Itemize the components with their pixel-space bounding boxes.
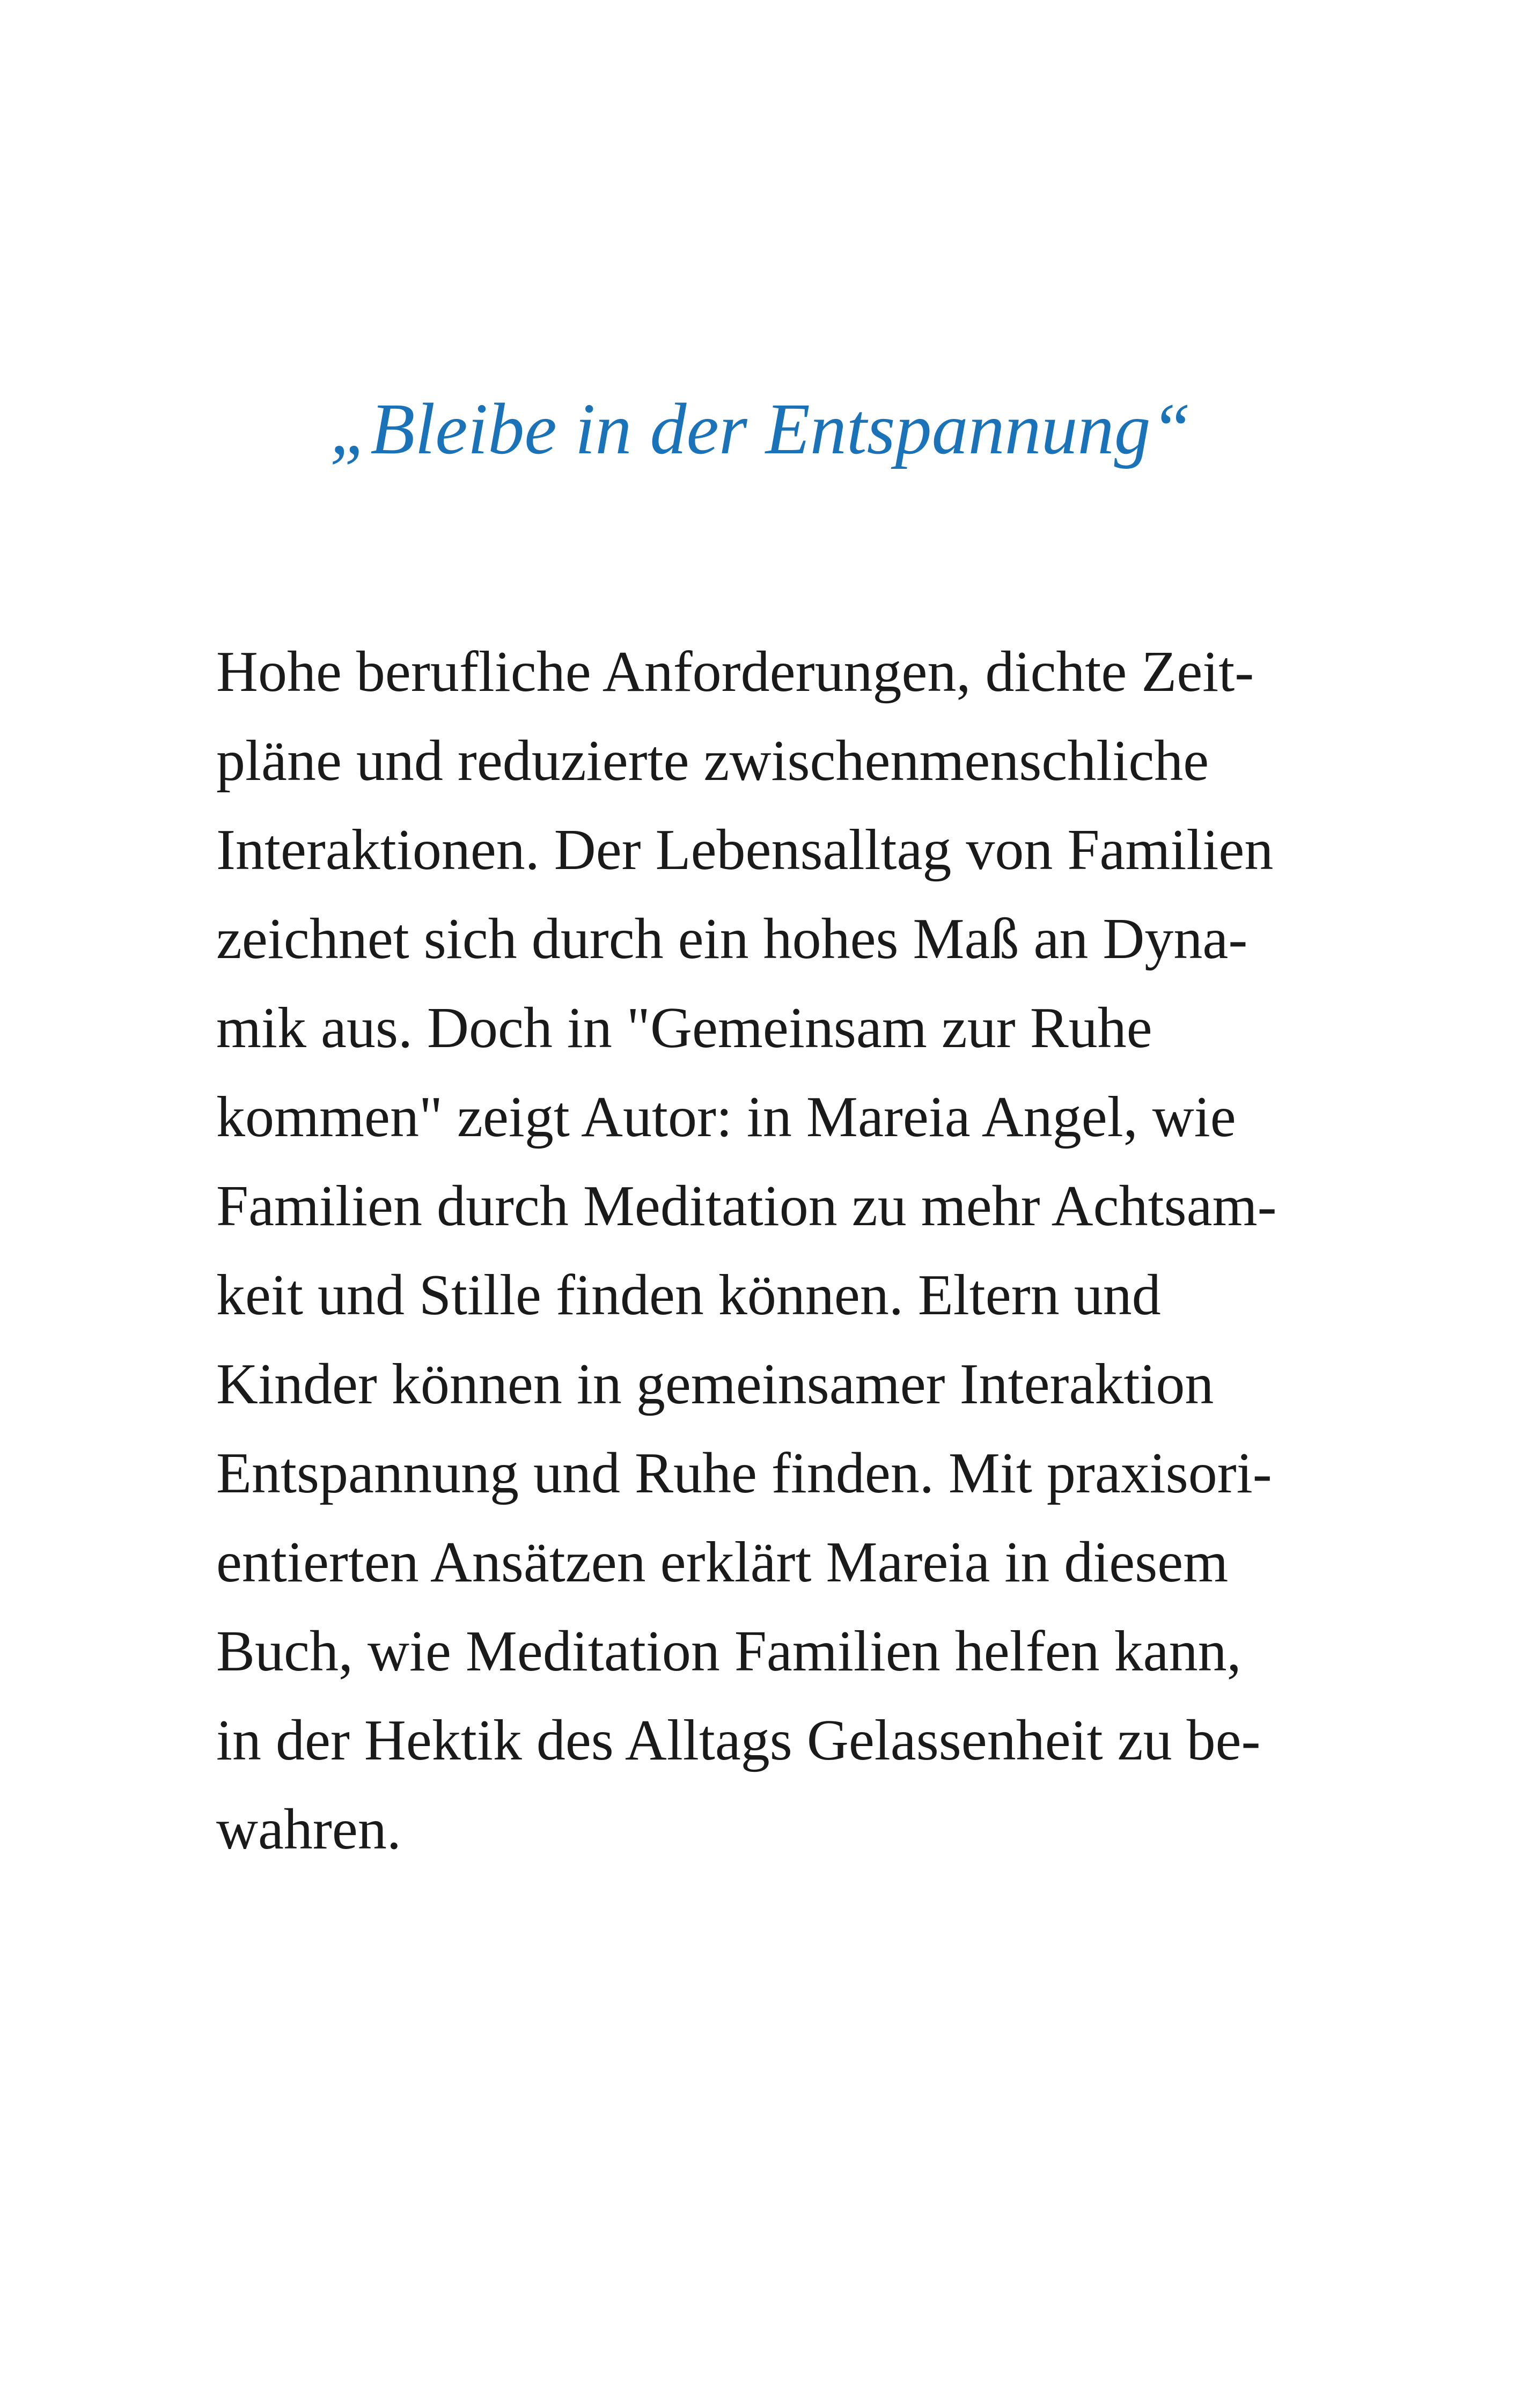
text-line: wahren. [216, 1798, 401, 1861]
text-line: kommen" zeigt Autor: in Mareia Angel, wie [216, 1085, 1236, 1149]
text-line: Buch, wie Meditation Familien helfen kann, [216, 1619, 1241, 1683]
text-line: Familien durch Meditation zu mehr Achtsam- [216, 1174, 1277, 1238]
text-line: entierten Ansätzen erklärt Mareia in diesem [216, 1530, 1229, 1594]
text-line: pläne und reduzierte zwischenmenschliche [216, 729, 1209, 793]
text-line: zeichnet sich durch ein hohes Maß an Dyna- [216, 907, 1248, 971]
text-line: Hohe berufliche Anforderungen, dichte Zeit- [216, 640, 1254, 704]
text-line: Entspannung und Ruhe finden. Mit praxisori- [216, 1441, 1272, 1505]
body-paragraph [216, 628, 1321, 1874]
page-title: „Bleibe in der Entspannung“ [329, 389, 1192, 469]
text-line: mik aus. Doch in "Gemeinsam zur Ruhe [216, 996, 1152, 1060]
text-line: Kinder können in gemeinsamer Interaktion [216, 1352, 1214, 1416]
text-line: in der Hektik des Alltags Gelassenheit zu be- [216, 1709, 1261, 1772]
text-line: Interaktionen. Der Lebensalltag von Familien [216, 818, 1274, 882]
text-line: keit und Stille finden können. Eltern und [216, 1263, 1161, 1327]
